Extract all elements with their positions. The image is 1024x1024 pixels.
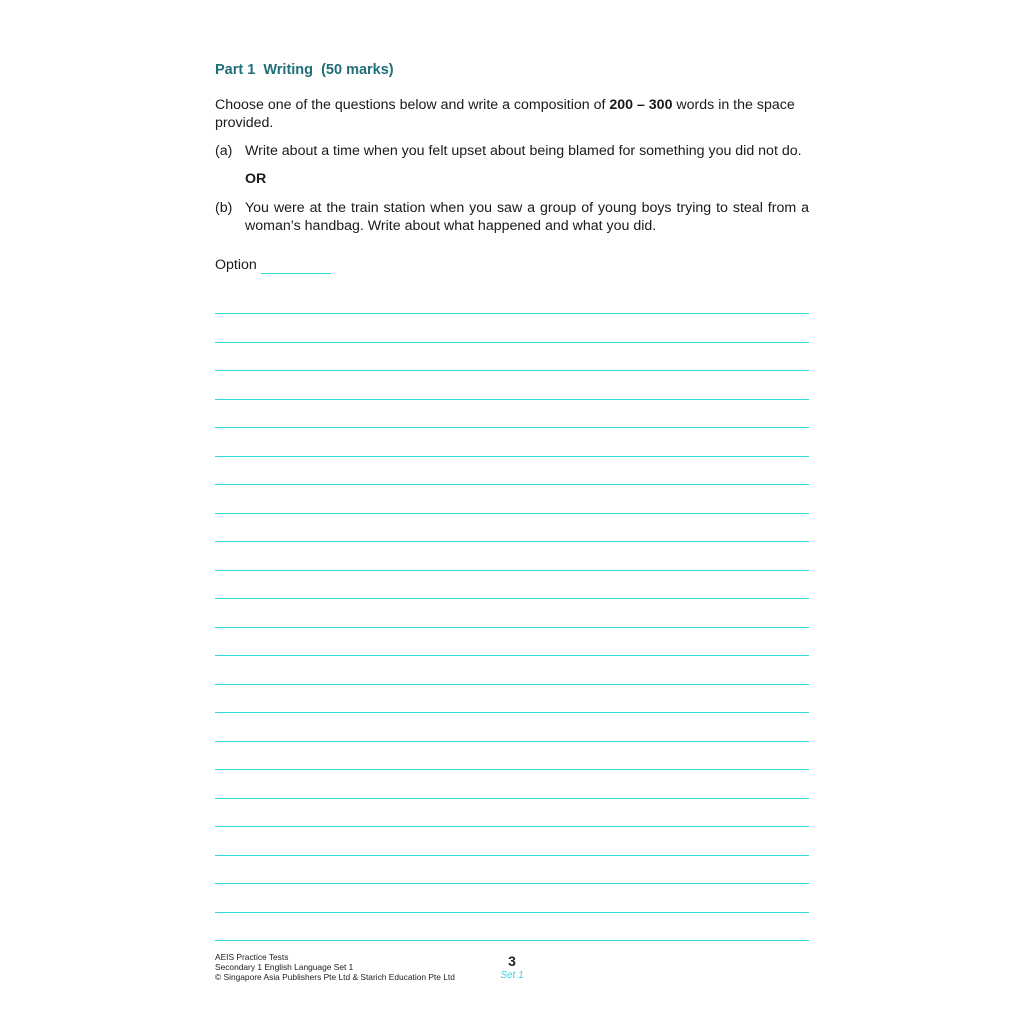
writing-area[interactable]	[215, 0, 809, 1024]
or-separator: OR	[245, 171, 267, 187]
writing-line	[215, 684, 809, 685]
writing-line	[215, 427, 809, 428]
word-count-range: 200 – 300	[609, 97, 673, 113]
writing-line	[215, 541, 809, 542]
writing-line	[215, 513, 809, 514]
page-number: 3	[508, 953, 516, 969]
footer-publisher-info	[215, 952, 455, 982]
writing-line	[215, 370, 809, 371]
writing-line	[215, 940, 809, 941]
writing-line	[215, 570, 809, 571]
instruction-after: words in the space provided.	[215, 97, 795, 131]
set-label: Set 1	[500, 970, 524, 981]
footer-series: AEIS Practice Tests	[215, 952, 289, 962]
writing-line	[215, 741, 809, 742]
writing-line	[215, 484, 809, 485]
option-letter: (b)	[215, 200, 233, 216]
writing-line	[215, 712, 809, 713]
option-text: You were at the train station when you saw a group of young boys trying to steal from a woman’s handbag. Write about what happened and what you did.	[245, 200, 809, 234]
writing-line	[215, 798, 809, 799]
option-letter: (a)	[215, 143, 233, 159]
writing-line	[215, 456, 809, 457]
writing-line	[215, 399, 809, 400]
writing-line	[215, 655, 809, 656]
writing-line	[215, 826, 809, 827]
footer-copyright: © Singapore Asia Publishers Pte Ltd & Starich Education Pte Ltd	[215, 972, 455, 982]
writing-line	[215, 883, 809, 884]
writing-line	[215, 342, 809, 343]
footer-book-title: Secondary 1 English Language Set 1	[215, 962, 354, 972]
writing-line	[215, 769, 809, 770]
section-heading: Part 1 Writing (50 marks)	[215, 62, 394, 78]
option-label: Option	[215, 257, 257, 273]
instruction-before: Choose one of the questions below and write a composition of	[215, 97, 610, 113]
writing-line	[215, 313, 809, 314]
option-text: Write about a time when you felt upset about being blamed for something you did not do.	[245, 143, 802, 159]
writing-line	[215, 627, 809, 628]
writing-line	[215, 598, 809, 599]
writing-line	[215, 855, 809, 856]
writing-line	[215, 912, 809, 913]
